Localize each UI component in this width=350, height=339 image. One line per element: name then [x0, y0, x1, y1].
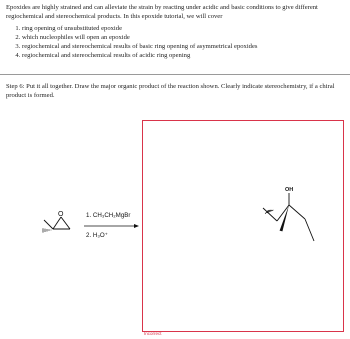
- drawing-canvas[interactable]: [142, 120, 344, 332]
- status-label: Incorrect: [144, 331, 162, 336]
- ring-bond-c1-o: [53, 217, 61, 229]
- topic-item-2: 2. which nucleophiles will open an epoxide: [22, 33, 346, 42]
- intro-text: Epoxides are highly strained and can alleviate the strain by reacting under acidic and basic conditions to give different regiochemical and stereochemical products. In this epoxide tutorial, we will cover: [6, 4, 318, 20]
- bond-c2-c3: [263, 208, 277, 221]
- topic-item-1: 1. ring opening of unsubstituted epoxide: [22, 24, 346, 33]
- reaction-arrow: [84, 224, 139, 228]
- bond-c4-c5: [289, 205, 305, 219]
- oxygen-label: O: [58, 211, 64, 218]
- section-divider: [0, 74, 350, 75]
- intro-section: [6, 3, 346, 60]
- bond-c3-c4: [277, 205, 289, 221]
- reagent-2-label: 2. H₃O⁺: [86, 232, 108, 239]
- topic-list: [6, 24, 346, 60]
- methyl-bond: [44, 220, 53, 229]
- hashed-wedge-bond: [43, 228, 51, 232]
- step-instructions: Step 6: Put it all together. Draw the major organic product of the reaction shown. Clearly indicate stereochemistry, if a chiral product is formed.: [6, 83, 335, 99]
- reaction-scheme: [0, 190, 140, 260]
- epoxide-structure: [43, 211, 70, 233]
- reagent-1-label: 1. CH₃CH₂MgBr: [86, 212, 131, 219]
- bond-c5-c6: [305, 219, 314, 241]
- product-structure: [143, 121, 343, 331]
- wedge-bond: [280, 205, 289, 231]
- topic-item-3: 3. regiochemical and stereochemical results of basic ring opening of asymmetrical epoxides: [22, 42, 346, 51]
- oh-label: OH: [285, 187, 294, 193]
- hashed-wedge-bond: [265, 210, 273, 214]
- topic-item-4: 4. regiochemical and stereochemical results of acidic ring opening: [22, 51, 346, 60]
- ring-bond-c2-o: [61, 217, 70, 229]
